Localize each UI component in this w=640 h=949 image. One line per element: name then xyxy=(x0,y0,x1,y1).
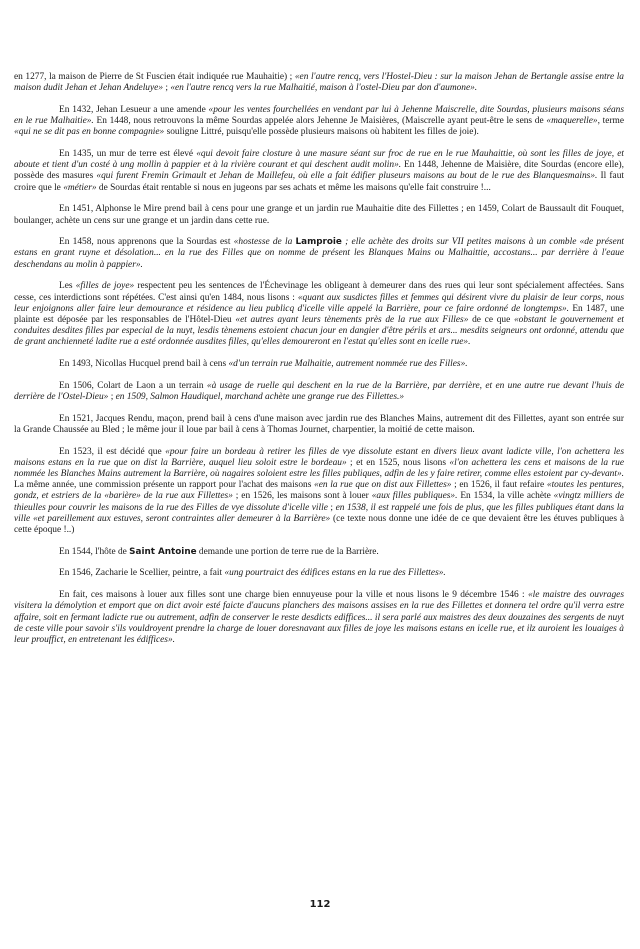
quoted-text: «maquerelle» xyxy=(546,116,598,127)
quoted-text: «toutes les pentures, gondz, et estriers de la «barière» de la rue aux Fillettes» xyxy=(14,480,624,502)
quoted-text: «et autres ayant leurs tènements près de la rue aux Filles» xyxy=(235,314,469,325)
quoted-text: «ung pourtraict des édifices estans en la rue des Fillettes». xyxy=(224,568,446,579)
text-segment: (ce texte nous donne une idée de ce que devaient être les étuves publiques à cette époque !..) xyxy=(14,513,624,535)
text-segment: En 1523, il est décidé que xyxy=(59,446,166,457)
text-segment: En 1506, Colart de Laon a un terrain xyxy=(59,380,207,391)
paragraph xyxy=(14,72,624,94)
quoted-text: «qui devoit faire closture à une masure séant sur froc de rue en le rue Mauhaittie, où sont les filles de joye, et aboute et tient d'un costé à ung mollin à pappier et à la rivière courant et qui deschent audit molin». xyxy=(14,149,624,171)
text-segment: ; en 1526, les maisons sont à louer xyxy=(232,491,372,502)
text-segment: demande une portion de terre rue de la Barrière. xyxy=(196,546,379,557)
text-segment: En 1546, Zacharie le Scellier, peintre, a fait xyxy=(59,568,225,579)
paragraph xyxy=(14,237,624,271)
text-segment: ; xyxy=(163,83,171,94)
text-segment: En 1448, Jehenne de Maisière, dite Sourdas (encore elle), possède des masures xyxy=(14,160,624,182)
document-body xyxy=(14,72,624,912)
text-segment: En 1534, la ville achète xyxy=(457,491,554,502)
text-segment: respectent peu les sentences de l'Échevinage les obligeant à demeurer dans des rues qui leur sont spécialement affectées. Sans cesse, ces interdictions sont répétées. C'est ainsi qu'en 1484, nous lisons : xyxy=(14,281,624,303)
paragraph xyxy=(14,447,624,537)
text-segment: En 1432, Jehan Lesueur a une amende xyxy=(59,104,209,115)
quoted-text: «en l'autre rencq, vers l'Hostel-Dieu : sur la maison Jehan de Bertangle assise entre la maison dudit Jehan et Jehan Andeluye» xyxy=(14,72,624,94)
quoted-text: «l'on achettera les cens et maisons de la rue nommée les Blanches Mains autrement la Barrière, où nagaires soloient estre les filles publiques, adfin de les y faire retirer, comme elles estoient par cy-devant». xyxy=(14,457,624,479)
quoted-text: «hostesse de la xyxy=(233,237,296,248)
text-segment: La même année, une commission présente un rapport pour l'achat des maisons xyxy=(14,480,315,491)
quoted-text: en 1509, Salmon Haudiquel, marchand achète une grange rue des Fillettes.» xyxy=(115,391,405,402)
quoted-text: «pour les ventes fourchellées en vendant par lui à Jehenne Maiscrelle, dite Sourdas, plusieurs maisons séans en le rue Malhaitie». xyxy=(14,104,624,127)
quoted-text: «d'un terrain rue Malhaitie, autrement nommée rue des Filles». xyxy=(228,359,468,370)
quoted-text: «quant aux susdictes filles et femmes qui désirent vivre du plaisir de leur corps, nous leur enjoignons aller faire leur demourance et résidence au lieu publicq d'icelle ville appelé la Barrière, pour ce faire ordonné de longtemps». xyxy=(14,292,624,314)
paragraph xyxy=(14,204,624,226)
paragraph xyxy=(14,381,624,403)
text-segment: Les xyxy=(59,281,76,292)
quoted-text: «obstant le gouvernement et conduites desdites filles par especial de la nuyt, lesdis tènemens estoient chacun jour en dangier d'être périls et ars... mesdits seigneurs ont ordonné, attendu que de grant anchienneté ladite rue a esté ordonnée ausdites filles, qu'elles demoureront en l'estat qu'elles sont en icelle rue». xyxy=(14,314,624,348)
text-segment: de ce que xyxy=(468,314,514,325)
text-segment: ; xyxy=(327,502,336,513)
text-segment: , terme xyxy=(597,116,624,127)
text-segment: En 1448, nous retrouvons la même Sourdas appelée alors Jehenne Je Maisières, (Maiscrelle ayant peut-être le sens de xyxy=(93,116,547,127)
paragraph xyxy=(14,281,624,348)
text-segment: En 1493, Nicollas Hucquel prend bail à cens xyxy=(59,359,229,370)
quoted-text: «métier» xyxy=(63,182,97,193)
paragraph xyxy=(14,414,624,436)
text-segment: En 1435, un mur de terre est élevé xyxy=(59,149,197,160)
text-segment: En 1458, nous apprenons que la Sourdas est xyxy=(59,237,234,248)
text-segment: ; en 1526, il faut refaire xyxy=(451,480,547,491)
page-number: 112 xyxy=(309,899,331,910)
paragraph xyxy=(14,105,624,139)
text-segment: souligne Littré, puisqu'elle possède plusieurs maisons où habitent les filles de joie). xyxy=(164,127,479,138)
text-segment: ; et en 1525, nous lisons xyxy=(346,457,450,468)
text-segment: ; xyxy=(108,391,116,402)
text-segment: En 1487, une plainte est déposée par les responsables de l'Hôtel-Dieu xyxy=(14,303,624,325)
quoted-text: «vingtz milliers de thieulles pour couvrir les maisons de la rue des Filles de vye dissolute d'icelle ville xyxy=(14,491,624,513)
quoted-text: «pour faire un bordeau à retirer les filles de vye dissolute estant en divers lieux avant ladicte ville, l'on achettera les maisons estans en la rue que on dist la Barrière, auquel lieu soloit estre le bordeau» xyxy=(14,446,624,468)
text-segment: En fait, ces maisons à louer aux filles sont une charge bien ennuyeuse pour la ville et nous lisons le 9 décembre 1546 : xyxy=(59,590,528,601)
paragraph xyxy=(14,568,624,579)
proper-name: Saint Antoine xyxy=(129,546,197,557)
proper-name: Lamproie xyxy=(295,237,342,248)
text-segment: en 1277, la maison de Pierre de St Fuscien était indiquée rue Mauhaitie) ; xyxy=(14,72,295,82)
quoted-text: «qui furent Fremin Grimault et Jehan de Maillefeu, où elle a fait édifier pluseurs maisons au bout de le rue des Blanquesmains». xyxy=(96,171,598,182)
quoted-text: «à usage de ruelle qui deschent en la rue de la Barrière, par derrière, et en une autre rue devant l'huis de derrière de l'Ostel-Dieu» xyxy=(14,380,624,402)
quoted-text: ; elle achète des droits sur VII petites maisons à un comble «de présent estans en grant ruyne et désolation... en la rue des Filles que on nomme de présent les Blanques Mains ou Malhaittie, accostans... par derrière à l'eaue deschendans au molin à pappier». xyxy=(14,237,624,270)
text-segment: de Sourdas était rentable si nous en jugeons par ses achats et même les maisons qu'elle fait construire !... xyxy=(96,182,491,193)
text-segment: Il faut croire que le xyxy=(14,171,624,193)
paragraph xyxy=(14,547,624,558)
quoted-text: en 1538, il est rappelé une fois de plus, que les filles publiques étant dans la ville «et pareillement aux estuves, seront contraintes aller demeurer à la Barrière» xyxy=(14,502,624,524)
quoted-text: «filles de joye» xyxy=(75,281,135,292)
quoted-text: «aux filles publiques». xyxy=(371,491,458,502)
quoted-text: «qui ne se dit pas en bonne compagnie» xyxy=(14,127,165,138)
quoted-text: «le maistre des ouvrages visitera la démolytion et emport que on dict avoir esté faicte d'aucuns planchers des maisons assises en la rue des Fillettes et donnera tel ordre qu'il verra estre affaire, soit en fermant ladicte rue ou autrement, adfin de conserver le reste desdicts ediffices... il sera parlé aux maistres des deux douzaines des sergents de nuyt de ceste ville pour savoir s'ils vouldroyent prendre la charge de louer doresnavant aux filles de joye les maisons estans en icelle rue, et ilz auroient les louaiges à leur prouffict, en entretenant les édiffices». xyxy=(14,590,624,645)
paragraph xyxy=(14,149,624,194)
text-segment: En 1521, Jacques Rendu, maçon, prend bail à cens d'une maison avec jardin rue des Blanches Mains, autrement dit des Fillettes, ayant son entrée sur la Grande Chaussée au Bled ; le même jour il loue par bail à cens à Thomas Journet, charpentier, la moitié de cette maison. xyxy=(14,413,624,435)
paragraph xyxy=(14,359,624,370)
paragraph xyxy=(14,590,624,646)
text-segment: En 1544, l'hôte de xyxy=(59,546,130,557)
quoted-text: «en l'autre rencq vers la rue Malhaitié, maison à l'ostel-Dieu par don d'aumone». xyxy=(170,83,478,94)
text-segment: En 1451, Alphonse le Mire prend bail à cens pour une grange et un jardin rue Mauhaitie dite des Fillettes ; en 1459, Colart de Baussault dit Fouquet, boulanger, achète un cens sur une grange et un jardin dans cette rue. xyxy=(14,204,624,226)
quoted-text: «en la rue que on dist aux Fillettes» xyxy=(314,480,452,491)
